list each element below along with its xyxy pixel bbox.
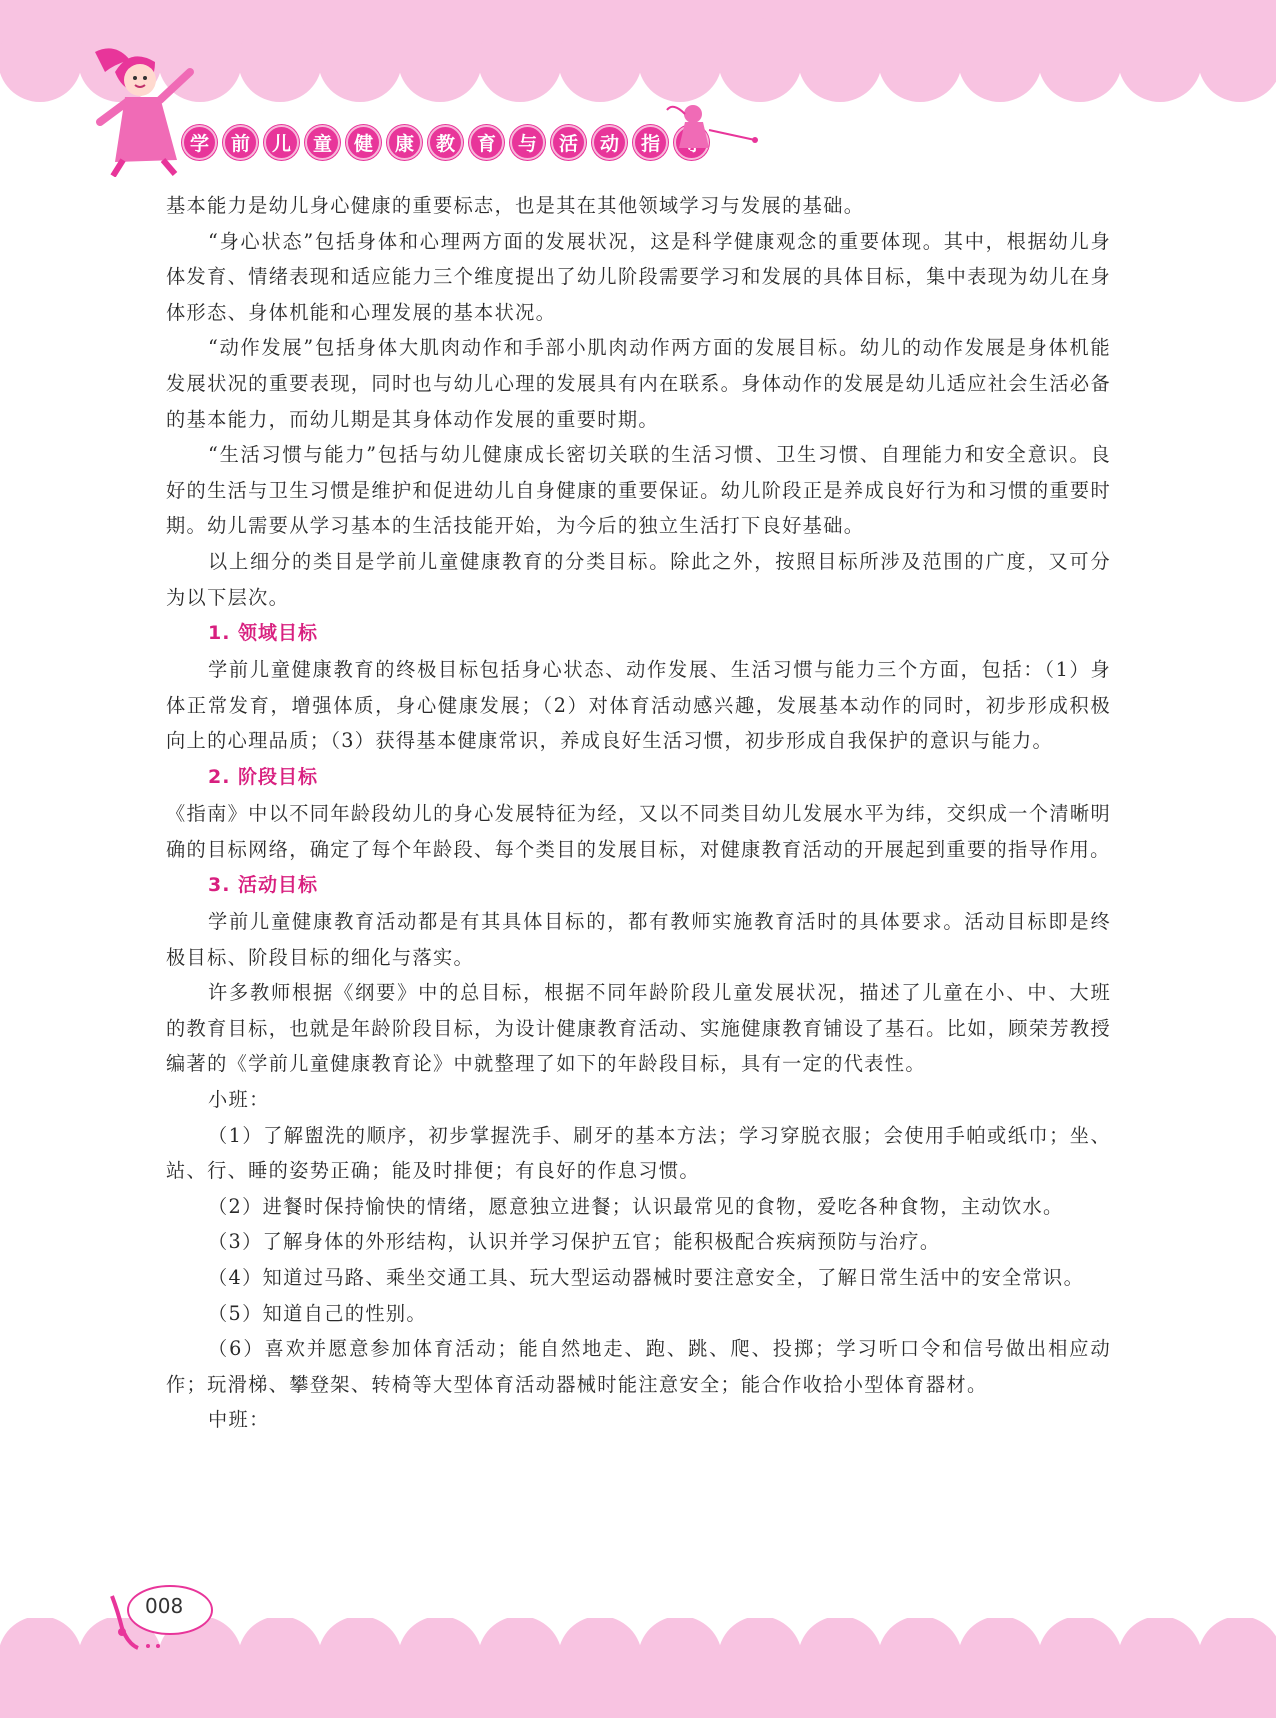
book-title-char: 前 bbox=[223, 125, 258, 160]
book-title-char: 动 bbox=[592, 125, 627, 160]
book-title-char: 童 bbox=[305, 125, 340, 160]
paragraph: 学前儿童健康教育活动都是有其具体目标的，都有教师实施教育活时的具体要求。活动目标即是终极目标、阶段目标的细化与落实。 bbox=[166, 910, 1111, 969]
book-title-char: 活 bbox=[551, 125, 586, 160]
book-title-char: 健 bbox=[346, 125, 381, 160]
paragraph: 学前儿童健康教育的终极目标包括身心状态、动作发展、生活习惯与能力三个方面，包括：（1）身体正常发育，增强体质，身心健康发展；（2）对体育活动感兴趣，发展基本动作的同时，初步形成积极向上的心理品质；（3）获得基本健康常识，养成良好生活习惯，初步形成自我保护的意识与能力。 bbox=[166, 658, 1111, 753]
paragraph: 基本能力是幼儿身心健康的重要标志，也是其在其他领域学习与发展的基础。 bbox=[166, 194, 865, 217]
book-title-char: 育 bbox=[469, 125, 504, 160]
section-heading: 3. 活动目标 bbox=[208, 874, 319, 897]
paragraph: “动作发展”包括身体大肌肉动作和手部小肌肉动作两方面的发展目标。幼儿的动作发展是身体机能发展状况的重要表现，同时也与幼儿心理的发展具有内在联系。身体动作的发展是幼儿适应社会生活必备的基本能力，而幼儿期是其身体动作发展的重要时期。 bbox=[166, 336, 1111, 431]
book-title-char: 儿 bbox=[264, 125, 299, 160]
paragraph: “身心状态”包括身体和心理两方面的发展状况，这是科学健康观念的重要体现。其中，根据幼儿身体发育、情绪表现和适应能力三个维度提出了幼儿阶段需要学习和发展的具体目标，集中表现为幼儿在身体形态、身体机能和心理发展的基本状况。 bbox=[166, 229, 1111, 324]
book-title-char: 学 bbox=[182, 125, 217, 160]
list-item: （5）知道自己的性别。 bbox=[208, 1301, 427, 1325]
book-title bbox=[182, 122, 709, 162]
list-item: （4）知道过马路、乘坐交通工具、玩大型运动器械时要注意安全，了解日常生活中的安全常识。 bbox=[208, 1266, 1085, 1290]
list-item: （3）了解身体的外形结构，认识并学习保护五官；能积极配合疾病预防与治疗。 bbox=[208, 1230, 941, 1254]
class-label: 中班： bbox=[208, 1408, 270, 1432]
book-title-char: 教 bbox=[428, 125, 463, 160]
list-item: （1）了解盥洗的顺序，初步掌握洗手、刷牙的基本方法；学习穿脱衣服；会使用手帕或纸巾；坐、站、行、睡的姿势正确；能及时排便；有良好的作息习惯。 bbox=[166, 1123, 1111, 1183]
paragraph: “生活习惯与能力”包括与幼儿健康成长密切关联的生活习惯、卫生习惯、自理能力和安全意识。良好的生活与卫生习惯是维护和促进幼儿自身健康的重要保证。幼儿阶段正是养成良好行为和习惯的重要时期。幼儿需要从学习基本的生活技能开始，为今后的独立生活打下良好基础。 bbox=[166, 443, 1111, 538]
page-number: 008 bbox=[145, 1594, 184, 1618]
section-heading: 1. 领域目标 bbox=[208, 622, 319, 645]
book-title-char: 指 bbox=[633, 125, 668, 160]
class-label: 小班： bbox=[208, 1088, 270, 1112]
list-item: （2）进餐时保持愉快的情绪，愿意独立进餐；认识最常见的食物，爱吃各种食物，主动饮水。 bbox=[208, 1194, 1064, 1218]
list-item: （6）喜欢并愿意参加体育活动；能自然地走、跑、跳、爬、投掷；学习听口令和信号做出相应动作；玩滑梯、攀登架、转椅等大型体育活动器械时能注意安全；能合作收拾小型体育器材。 bbox=[166, 1337, 1111, 1396]
small-fairy-icon bbox=[665, 100, 760, 160]
book-title-char: 康 bbox=[387, 125, 422, 160]
section-heading: 2. 阶段目标 bbox=[208, 765, 319, 788]
main-content bbox=[166, 188, 1111, 1438]
paragraph: 许多教师根据《纲要》中的总目标，根据不同年龄阶段儿童发展状况，描述了儿童在小、中、大班的教育目标，也就是年龄阶段目标，为设计健康教育活动、实施健康教育铺设了基石。比如，顾荣芳教授编著的《学前儿童健康教育论》中就整理了如下的年龄段目标，具有一定的代表性。 bbox=[166, 981, 1111, 1076]
paragraph: 以上细分的类目是学前儿童健康教育的分类目标。除此之外，按照目标所涉及范围的广度，又可分为以下层次。 bbox=[166, 549, 1111, 609]
book-title-char: 与 bbox=[510, 125, 545, 160]
paragraph: 《指南》中以不同年龄段幼儿的身心发展特征为经，又以不同类目幼儿发展水平为纬，交织成一个清晰明确的目标网络，确定了每个年龄段、每个类目的发展目标，对健康教育活动的开展起到重要的指导作用。 bbox=[166, 801, 1111, 861]
